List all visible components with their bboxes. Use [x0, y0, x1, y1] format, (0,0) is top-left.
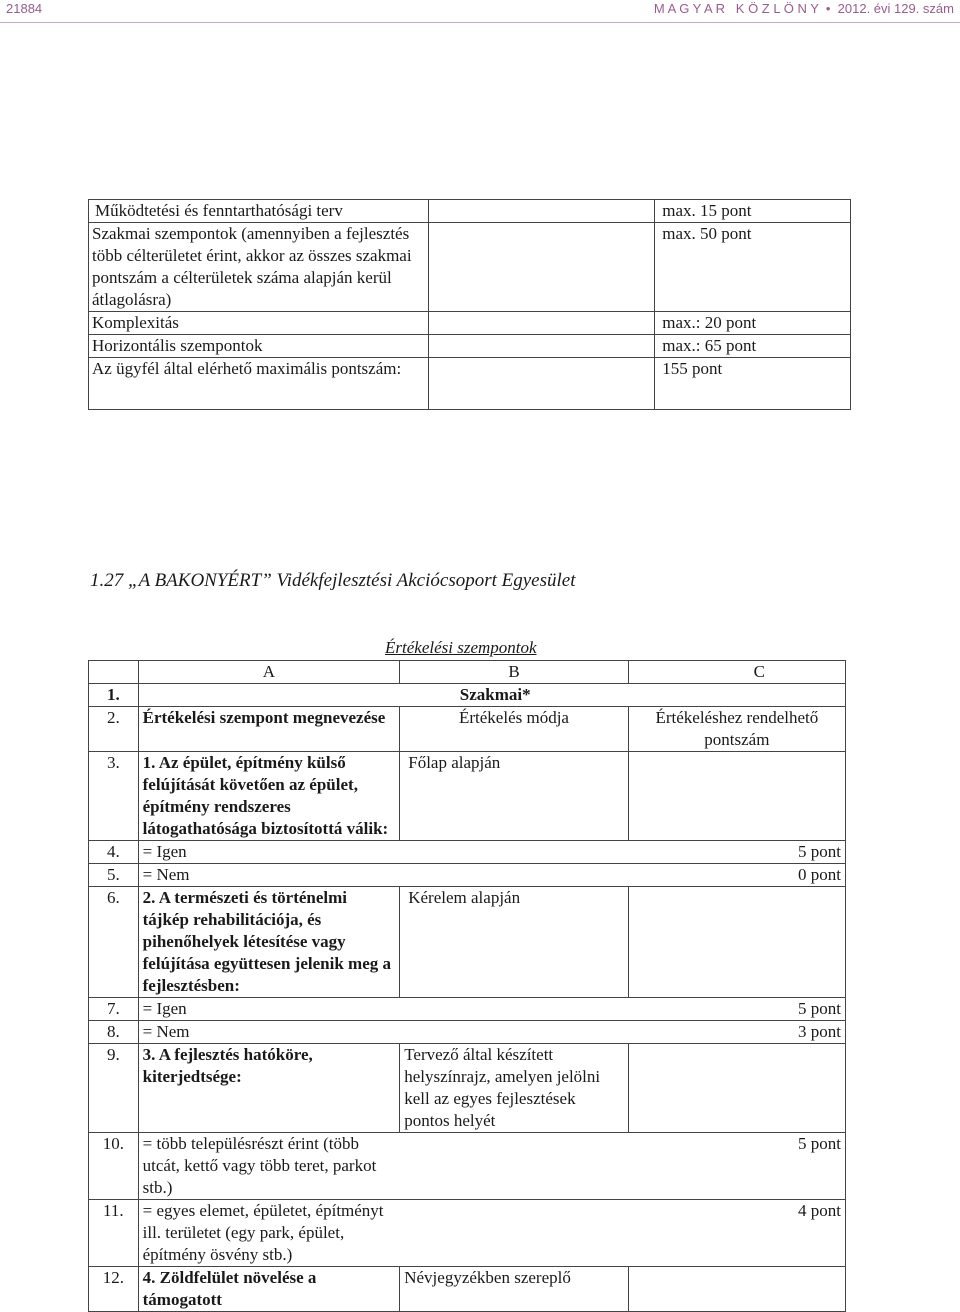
table-row: [89, 1021, 846, 1044]
table-caption: Értékelési szempontok: [385, 638, 537, 657]
cell-label: Komplexitás: [89, 312, 429, 335]
option-text: = Nem: [138, 1021, 400, 1044]
option-text: = több településrészt érint (több utcát, kettő vagy több teret, parkot stb.): [138, 1133, 400, 1200]
column-header-row: [89, 661, 846, 684]
table-row: [89, 752, 846, 841]
cell-empty: [628, 684, 845, 707]
cell-empty: [628, 887, 845, 998]
page-header: [0, 0, 960, 23]
cell-value: max.: 20 pont: [655, 312, 851, 335]
header-method: Értékelés módja: [400, 707, 629, 752]
table-row: [89, 1267, 846, 1312]
row-number: 5.: [89, 864, 139, 887]
points-value: 5 pont: [628, 1133, 845, 1200]
cell-empty: [400, 1133, 629, 1200]
option-text: = Igen: [138, 998, 400, 1021]
method-text: Kérelem alapján: [400, 887, 629, 998]
cell-label: Működtetési és fenntarthatósági terv: [89, 200, 429, 223]
row-number: 8.: [89, 1021, 139, 1044]
row-number: 10.: [89, 1133, 139, 1200]
points-value: 4 pont: [628, 1200, 845, 1267]
row-number: 2.: [89, 707, 139, 752]
cell-empty: [428, 223, 655, 312]
table-row: [89, 1044, 846, 1133]
cell-empty: [400, 841, 629, 864]
cell-empty: [628, 1267, 845, 1312]
cell-value: max.: 65 pont: [655, 335, 851, 358]
cell-empty: [428, 200, 655, 223]
option-text: = Igen: [138, 841, 400, 864]
row-number: 1.: [89, 684, 139, 707]
cell-empty: [428, 358, 655, 410]
cell-label: Az ügyfél által elérhető maximális pontszám:: [89, 358, 429, 410]
criterion-text: 4. Zöldfelület növelése a támogatott: [138, 1267, 400, 1312]
points-value: 5 pont: [628, 998, 845, 1021]
column-header-c: C: [628, 661, 845, 684]
cell-empty: [428, 312, 655, 335]
cell-empty: [400, 1021, 629, 1044]
cell-value: max. 50 pont: [655, 223, 851, 312]
method-text: Névjegyzékben szereplő: [400, 1267, 629, 1312]
table-row: [89, 200, 851, 223]
criterion-text: 1. Az épület, építmény külső felújítását követően az épület, építmény rendszeres látogathatósága biztosítottá válik:: [138, 752, 400, 841]
criterion-text: 3. A fejlesztés hatóköre, kiterjedtsége:: [138, 1044, 400, 1133]
option-text: = Nem: [138, 864, 400, 887]
table-row: [89, 223, 851, 312]
header-points: Értékeléshez rendelhető pontszám: [628, 707, 845, 752]
cell-empty: [138, 684, 400, 707]
row-number: 7.: [89, 998, 139, 1021]
cell-empty: [89, 661, 139, 684]
cell-value: 155 pont: [655, 358, 851, 410]
row-number: 11.: [89, 1200, 139, 1267]
row-number: 6.: [89, 887, 139, 998]
scoring-summary-table: [88, 199, 851, 410]
cell-empty: [628, 752, 845, 841]
points-value: 0 pont: [628, 864, 845, 887]
cell-empty: [400, 864, 629, 887]
table-row: [89, 864, 846, 887]
row-number: 3.: [89, 752, 139, 841]
cell-empty: [428, 335, 655, 358]
table-row: [89, 358, 851, 410]
page-number: 21884: [6, 1, 43, 16]
points-value: 5 pont: [628, 841, 845, 864]
row-number: 9.: [89, 1044, 139, 1133]
criterion-text: 2. A természeti és történelmi tájkép rehabilitációja, és pihenőhelyek létesítése vagy felújítása együttesen jelenik meg a fejlesztésben:: [138, 887, 400, 998]
table-row: [89, 887, 846, 998]
cell-empty: [400, 998, 629, 1021]
column-header-b: B: [400, 661, 629, 684]
option-text: = egyes elemet, épületet, építményt ill. területet (egy park, épület, építmény ösvény stb.): [138, 1200, 400, 1267]
header-criterion: Értékelési szempont megnevezése: [138, 707, 400, 752]
row-number: 12.: [89, 1267, 139, 1312]
cell-label: Szakmai szempontok (amennyiben a fejlesztés több célterületet érint, akkor az összes szakmai pontszám a célterületek száma alapján kerül átlagolásra): [89, 223, 429, 312]
section-title: 1.27 „A BAKONYÉRT” Vidékfejlesztési Akciócsoport Egyesület: [90, 570, 576, 591]
points-value: 3 pont: [628, 1021, 845, 1044]
table-row: [89, 998, 846, 1021]
cell-empty: [400, 1200, 629, 1267]
table-row: [89, 335, 851, 358]
method-text: Főlap alapján: [400, 752, 629, 841]
row-number: 4.: [89, 841, 139, 864]
table-row: [89, 1200, 846, 1267]
table-row: [89, 1133, 846, 1200]
evaluation-criteria-table: [88, 660, 846, 1312]
method-text: Tervező által készített helyszínrajz, amelyen jelölni kell az egyes fejlesztések pontos helyét: [400, 1044, 629, 1133]
gazette-title: M A G Y A R K Ö Z L Ö N Y • 2012. évi 129. szám: [653, 1, 954, 16]
group-title: Szakmai*: [400, 684, 629, 707]
column-header-a: A: [138, 661, 400, 684]
table-row: [89, 707, 846, 752]
cell-label: Horizontális szempontok: [89, 335, 429, 358]
table-row: [89, 312, 851, 335]
cell-empty: [628, 1044, 845, 1133]
cell-value: max. 15 pont: [655, 200, 851, 223]
table-row: [89, 684, 846, 707]
table-row: [89, 841, 846, 864]
